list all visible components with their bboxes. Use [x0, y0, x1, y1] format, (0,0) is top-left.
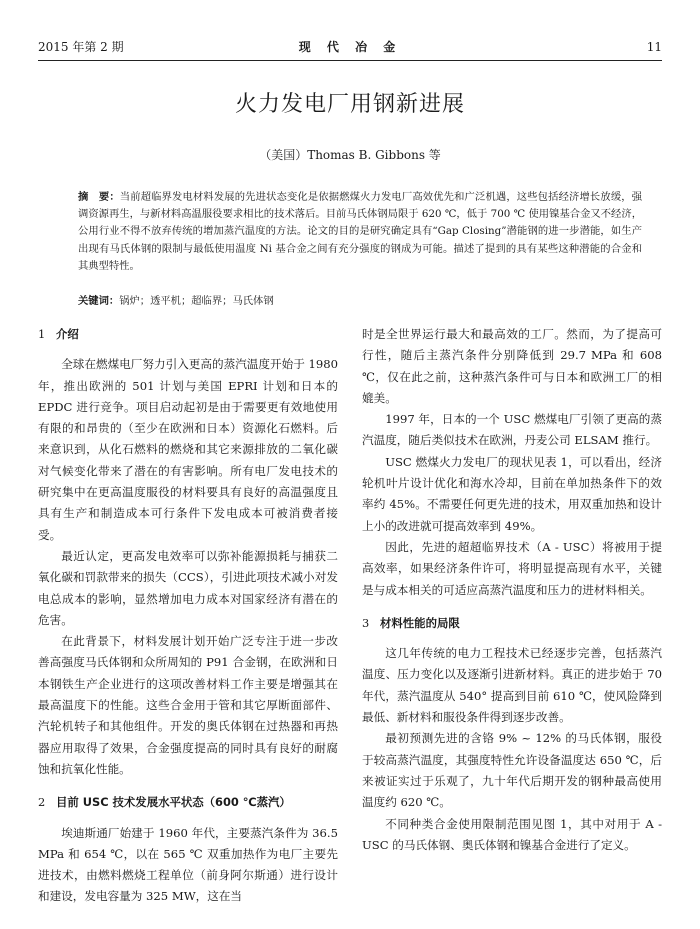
- section-heading-2: [38, 792, 338, 813]
- section-title: 材料性能的局限: [380, 615, 460, 630]
- section-number: 2: [38, 795, 46, 810]
- section-title: 目前 USC 技术发展水平状态（600 ℃蒸汽）: [56, 795, 291, 810]
- paragraph: 最初预测先进的含铬 9% ~ 12% 的马氏体钢，服役于较高蒸汽温度，其强度特性允许设备温度达 650 ℃，后来被证实过于乐观了，九十年代后期开发的钢种最高使用温度约 620 ℃。: [362, 731, 662, 810]
- left-column: [38, 324, 338, 908]
- article-title: 火力发电厂用钢新进展: [234, 92, 465, 117]
- section-title: 介绍: [56, 327, 79, 341]
- abstract: [78, 189, 642, 275]
- keywords-text: 锅炉；透平机；超临界；马氏体钢: [119, 295, 274, 307]
- paragraph: 时是全世界运行最大和最高效的工厂。然而，为了提高可行性，随后主蒸汽条件分别降低到 29.7 MPa 和 608 ℃，仅在此之前，这种蒸汽条件可与日本和欧洲工厂的相媲美。: [362, 327, 662, 405]
- section-number: 3: [362, 615, 370, 630]
- keywords-label: 关键词：: [78, 295, 120, 307]
- header-rule: [38, 60, 662, 61]
- article-authors: （美国）Thomas B. Gibbons 等: [259, 148, 441, 162]
- section-number: 1: [38, 327, 46, 341]
- paragraph: 埃迪斯通厂始建于 1960 年代，主要蒸汽条件为 36.5 MPa 和 654 ℃，以在 565 ℃ 双重加热作为电厂主要先进技术，由燃料燃烧工程单位（前身阿尔斯通）进行设计和建设，发电容量为 325 MW，这在当: [38, 825, 338, 904]
- abstract-label: 摘 要：: [78, 191, 120, 203]
- paragraph: 在此背景下，材料发展计划开始广泛专注于进一步改善高强度马氏体钢和众所周知的 P91 合金钢，在欧洲和日本钢铁生产企业进行的这项改善材料工作主要是增强其在最高温度下的性能。这些合金用于管和其它厚断面部件、汽轮机转子和其他组件。开发的奥氏体钢在过热器和再热器应用取得了效果，合金强度提高的同时具有良好的耐腐蚀和抗氧化性能。: [38, 634, 338, 776]
- right-column: [362, 324, 662, 856]
- paragraph: USC 燃煤火力发电厂的现状见表 1，可以看出，经济轮机叶片设计优化和海水冷却，目前在单加热条件下的效率约 45%。不需要任何更先进的技术，用双重加热和设计上小的改进就可提高效率到 49%。: [362, 454, 662, 533]
- abstract-text: 当前超临界发电材料发展的先进状态变化是依据燃煤火力发电厂高效优先和广泛机遇，这些包括经济增长放缓，强调资源再生，与新材料高温服役要求相比的技术落后。目前马氏体钢局限于 620 ℃，低于 700 ℃ 使用镍基合金又不经济，公用行业不得不放弃传统的增加蒸汽温度的方法。论文的目的是研究确定具有“Gap Closing”潜能钢的进一步潜能，如生产出现有马氏体钢的限制与最低使用温度 Ni 基合金之间有充分强度的钢成为可能。描述了提到的具有某些这种潜能的合金和其典型特性。: [78, 191, 643, 272]
- keywords: [78, 293, 642, 309]
- running-header: [38, 38, 662, 56]
- paragraph: 这几年传统的电力工程技术已经逐步完善，包括蒸汽温度、压力变化以及逐渐引进新材料。真正的进步始于 70 年代，蒸汽温度从 540° 提高到目前 610 ℃，使风险降到最低、新材料和服役条件得到逐步改善。: [362, 646, 662, 725]
- paragraph: 因此，先进的超超临界技术（A - USC）将被用于提高效率，如果经济条件许可，将明显提高现有水平，关键是与成本相关的可适应高蒸汽温度和压力的进材料相关。: [362, 539, 662, 597]
- paragraph: 全球在燃煤电厂努力引入更高的蒸汽温度开始于 1980 年，推出欧洲的 501 计划与美国 EPRI 计划和日本的 EPDC 进行竞争。项目启动起初是由于需要更有效地使用有限的和昂贵的（至少在欧洲和日本）资源化石燃料。后来意识到，从化石燃料的燃烧和其它来源排放的二氧化碳对气候变化带来了潜在的有害影响。所有电厂发电技术的研究集中在更高温度服役的材料要具有良好的高温强度且具有生产和制造成本可行条件下发电成本可被消费者接受。: [38, 357, 338, 542]
- issue-label: 2015 年第 2 期: [38, 40, 124, 54]
- journal-name: 现 代 冶 金: [298, 40, 402, 54]
- section-heading-1: [38, 324, 338, 345]
- paragraph: 1997 年，日本的一个 USC 燃煤电厂引领了更高的蒸汽温度，随后类似技术在欧洲，丹麦公司 ELSAM 推行。: [362, 412, 662, 448]
- paragraph: 最近认定，更高发电效率可以弥补能源损耗与捕获二氧化碳和罚款带来的损失（CCS），引进此项技术减小对发电总成本的影响，显然增加电力成本对国家经济有潜在的危害。: [38, 548, 338, 627]
- page-number: 11: [646, 40, 662, 54]
- section-heading-3: [362, 613, 662, 634]
- paragraph: 不同种类合金使用限制范围见图 1，其中对用于 A - USC 的马氏体钢、奥氏体钢和镍基合金进行了定义。: [362, 816, 662, 852]
